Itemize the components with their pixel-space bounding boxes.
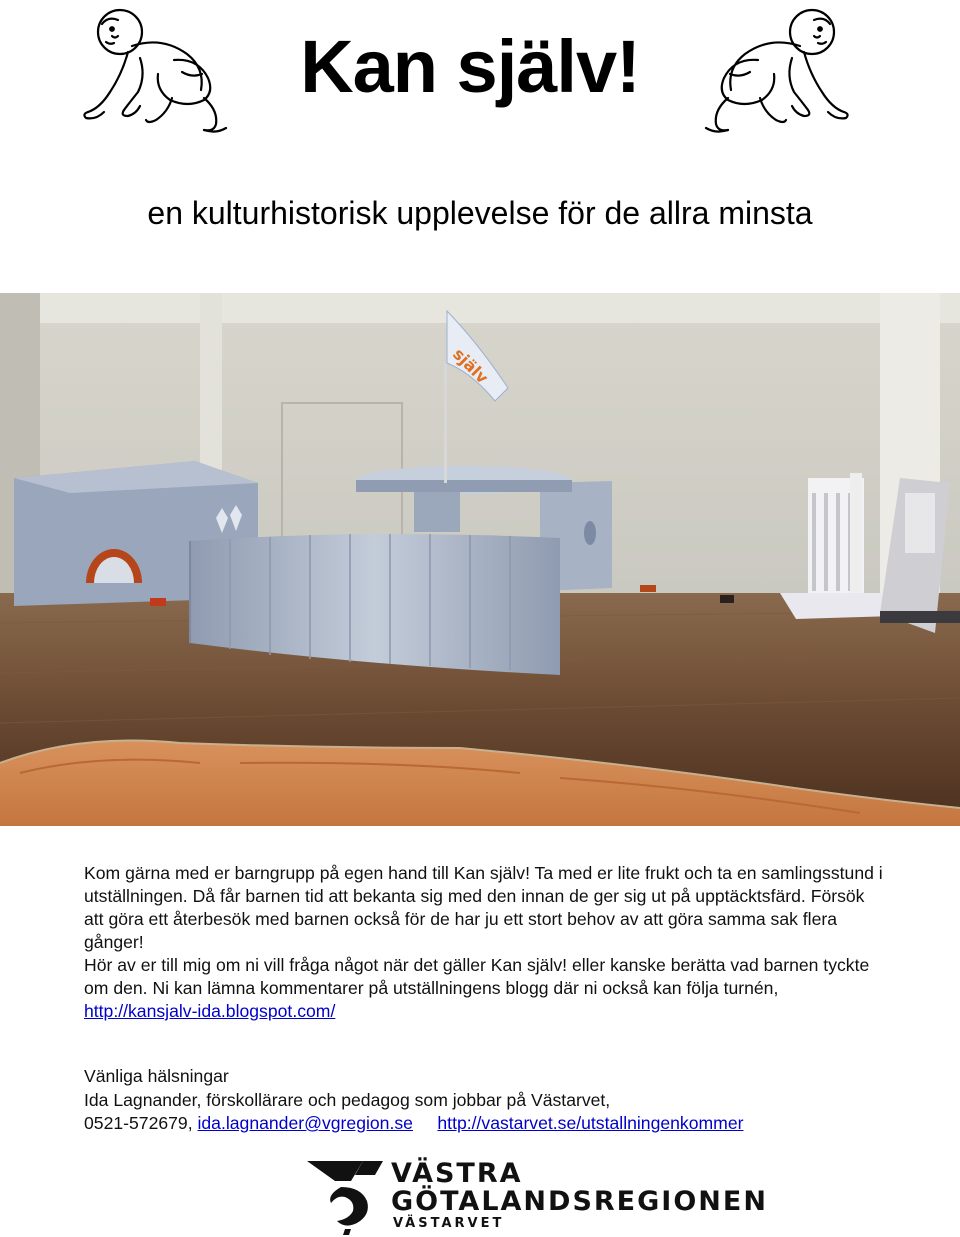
- crawling-baby-icon: [62, 2, 248, 142]
- crawling-baby-icon: [684, 2, 870, 142]
- logo-line-1: VÄSTRA: [391, 1158, 523, 1189]
- contact-line: [84, 1112, 904, 1136]
- exhibition-photo: [0, 293, 960, 826]
- phone-number: 0521-572679,: [84, 1113, 198, 1133]
- greeting: Vänliga hälsningar: [84, 1066, 229, 1086]
- website-link[interactable]: http://vastarvet.se/utstallningenkommer: [437, 1113, 744, 1133]
- page-title: Kan själv!: [300, 25, 640, 108]
- body-text: [84, 862, 884, 1023]
- signature: Ida Lagnander, förskollärare och pedagog som jobbar på Västarvet,: [84, 1089, 611, 1110]
- blog-link[interactable]: http://kansjalv-ida.blogspot.com/: [84, 1001, 336, 1021]
- paragraph-contact: [84, 954, 884, 1023]
- email-link[interactable]: ida.lagnander@vgregion.se: [197, 1113, 413, 1133]
- paragraph-contact-text: Hör av er till mig om ni vill fråga något när det gäller Kan själv! eller kanske berätta vad barnen tyckte om den. Ni kan lämna kommentarer på utställningens blogg där ni också kan följa turnén,: [84, 955, 870, 998]
- logo-line-2: GÖTALANDSREGIONEN: [391, 1186, 768, 1217]
- vgr-logo: [305, 1157, 768, 1237]
- logo-line-3: VÄSTARVET: [393, 1216, 505, 1231]
- flag-text: själv: [449, 344, 493, 388]
- vgr-logo-icon: [305, 1157, 385, 1235]
- signoff: [84, 1065, 904, 1136]
- paragraph-intro: Kom gärna med er barngrupp på egen hand till Kan själv! Ta med er lite frukt och ta en samlingsstund i utställningen. Då får barnen tid att bekanta sig med den innan de ger sig ut på upptäcktsfärd. Försök att göra ett återbesök med barnen också för de har ju ett stort behov av att göra samma sak flera gånger!: [84, 863, 883, 952]
- page-subtitle: en kulturhistorisk upplevelse för de allra minsta: [147, 195, 813, 231]
